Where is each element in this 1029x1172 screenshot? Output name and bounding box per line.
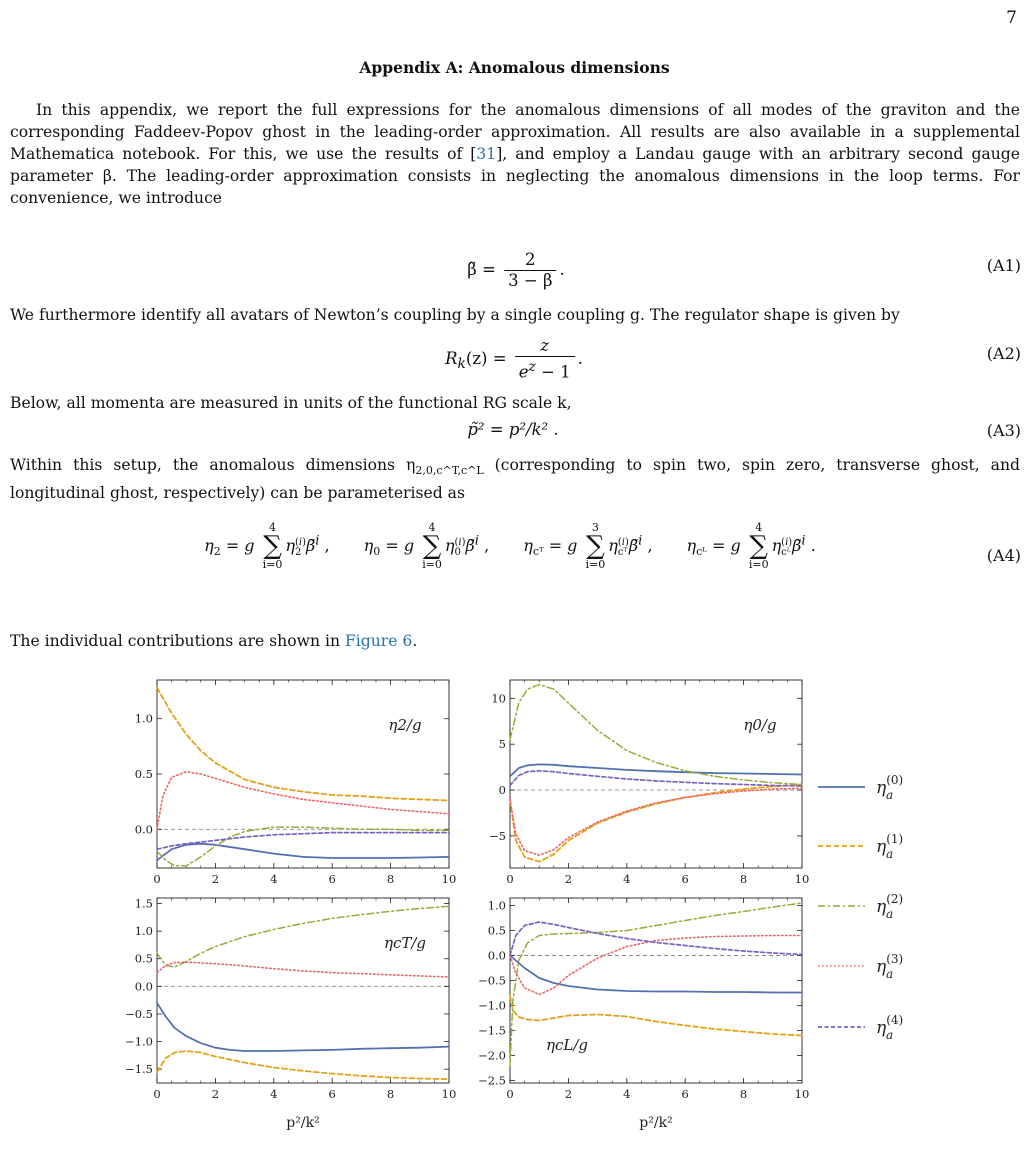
series-line-eta0: [157, 844, 449, 861]
eq-a4-label: (A4): [986, 546, 1021, 565]
eq-a4-lhs-sub: cᵀ: [532, 544, 544, 558]
series-line-eta1: [157, 1051, 449, 1079]
y-tick-label: 1.0: [487, 898, 506, 913]
citation-link[interactable]: 31: [476, 145, 497, 163]
eq-a4-lhs: η: [686, 535, 697, 555]
series-line-eta3: [510, 788, 802, 855]
y-tick-label: 1.0: [134, 924, 153, 939]
sum-upper: 4: [755, 521, 763, 534]
plot-frame: [510, 898, 802, 1083]
x-tick-label: 6: [681, 1087, 689, 1101]
eq-a2-arg: (z) =: [465, 348, 507, 368]
sum-lower: i=0: [748, 558, 769, 571]
x-tick-label: 2: [211, 1087, 220, 1101]
paragraph-3-text: Below, all momenta are measured in units of the functional RG scale k,: [10, 394, 572, 412]
x-tick-label: 10: [794, 1087, 810, 1101]
x-tick-label: 6: [328, 1087, 336, 1101]
eq-a2-label: (A2): [986, 344, 1021, 363]
paragraph-3: [10, 392, 1020, 414]
x-tick-label: 10: [441, 1087, 457, 1101]
plot-frame: [157, 680, 449, 868]
y-tick-label: 0.5: [134, 767, 153, 781]
eq-a3-label: (A3): [986, 421, 1021, 440]
eq-a4-term: $\eta_{cᵀ} = g$ 3 ∑ i=0 η (i) cᵀ β̃$^i$ ,: [523, 521, 653, 571]
eq-a2-r: R: [445, 348, 458, 368]
x-tick-label: 0: [153, 872, 161, 886]
series-line-eta3: [510, 936, 802, 995]
series-line-eta0: [510, 956, 802, 993]
intro-text-2: ], and employ a Landau gauge with an arbitrary second gauge parameter β. The leading-order approximation consists in neglecting the anomalous dimensions in the loop terms. For convenience, we introduce: [10, 145, 1020, 207]
eq-a1-tail: .: [559, 260, 565, 279]
sum-upper: 4: [269, 521, 277, 534]
page-number: 7: [1006, 8, 1017, 28]
x-tick-label: 2: [211, 872, 220, 886]
eq-a2-den: e: [518, 362, 529, 382]
y-tick-label: −5: [489, 828, 506, 843]
x-tick-label: 4: [270, 872, 278, 886]
para4-sub: 2,0,c^T,c^L: [415, 464, 484, 478]
eq-a4-term: $\eta_2 = g$ 4 ∑ i=0 η (i) 2 β̃$^i$ ,: [204, 521, 330, 571]
panel-title: ηcL/g: [545, 1036, 589, 1054]
section-title: Appendix A: Anomalous dimensions: [359, 58, 670, 77]
series-line-eta1: [510, 996, 802, 1036]
eq-a4-coef-sub: 0: [454, 546, 461, 558]
para5-text-1: The individual contributions are shown in: [10, 632, 345, 650]
plot-frame: [510, 680, 802, 868]
sum-symbol: 4 ∑ i=0: [748, 521, 769, 571]
x-tick-label: 2: [564, 872, 573, 886]
x-tick-label: 8: [739, 1087, 748, 1101]
series-line-eta2: [510, 903, 802, 1066]
eq-a4-lhs: η: [363, 535, 374, 555]
y-tick-label: −2.0: [478, 1048, 506, 1063]
y-tick-label: 1.5: [134, 896, 153, 911]
x-axis-label: p²/k²: [639, 1115, 673, 1131]
x-tick-label: 4: [623, 872, 631, 886]
eq-a1-den: 3 − β: [508, 271, 553, 290]
series-line-eta4: [510, 922, 802, 956]
eq-a4-coef-sub: cᴸ: [781, 546, 791, 558]
sum-lower: i=0: [262, 558, 283, 571]
y-tick-label: 5: [498, 737, 506, 752]
series-line-eta0: [510, 764, 802, 776]
y-tick-label: 10: [491, 691, 506, 706]
sum-upper: 3: [591, 521, 599, 534]
y-tick-label: 0.5: [487, 923, 506, 938]
para4-text-2: (corresponding to spin two, spin zero, transverse ghost, and longitudinal ghost, respectively) can be parameterised as: [10, 456, 1020, 503]
eq-a4-coef-sub: 2: [294, 546, 302, 558]
sum-symbol: 4 ∑ i=0: [262, 521, 283, 571]
sum-upper: 4: [428, 521, 436, 534]
x-tick-label: 2: [564, 1087, 573, 1101]
paragraph-2: [10, 304, 1020, 326]
x-tick-label: 10: [441, 872, 457, 886]
y-tick-label: −1.5: [125, 1062, 153, 1077]
x-tick-label: 0: [506, 872, 514, 886]
intro-paragraph: [10, 99, 1020, 209]
y-tick-label: 0: [498, 783, 506, 798]
paragraph-5: [10, 630, 1020, 652]
panel-title: η0/g: [743, 716, 777, 734]
eq-a4-coef: η: [444, 535, 455, 555]
eq-a1-num: 2: [504, 250, 556, 271]
eq-a4-lhs-sub: 2: [213, 544, 221, 558]
legend-label-eta1: $\eta^{(1)}$ a: [876, 832, 904, 861]
equation-a1: [0, 250, 1029, 290]
y-tick-label: 0.0: [487, 948, 506, 963]
x-tick-label: 0: [506, 1087, 514, 1101]
eq-a4-lhs: η: [204, 535, 214, 555]
equation-a2: [0, 336, 1029, 382]
y-tick-label: 0.0: [134, 822, 153, 837]
y-tick-label: −2.5: [478, 1073, 506, 1088]
panel-title: ηcT/g: [383, 934, 427, 952]
x-tick-label: 8: [386, 872, 395, 886]
paragraph-4: [10, 454, 1020, 504]
eq-a3-text: p̃² = p²/k² .: [467, 420, 559, 439]
eq-a4-coef: η: [608, 535, 618, 555]
eq-a2-den-sup: z: [528, 359, 536, 375]
x-tick-label: 6: [681, 872, 689, 886]
sum-symbol: 4 ∑ i=0: [422, 521, 442, 571]
series-line-eta1: [510, 785, 802, 862]
eq-a4-coef: η: [285, 535, 295, 555]
sum-symbol: 3 ∑ i=0: [585, 521, 606, 571]
series-line-eta3: [157, 962, 449, 977]
y-tick-label: 1.0: [134, 711, 153, 726]
figure-link[interactable]: Figure 6: [344, 632, 413, 650]
eq-a1-lhs: β̃ =: [467, 260, 496, 279]
eq-a2-tail: .: [577, 348, 583, 368]
x-tick-label: 6: [328, 872, 336, 886]
legend-label-eta2: $\eta^{(2)}$ a: [876, 892, 904, 921]
y-tick-label: −0.5: [125, 1006, 153, 1021]
x-axis-label: p²/k²: [286, 1115, 320, 1131]
eq-a2-num: z: [515, 336, 575, 357]
eq-a4-term: $\eta_{cᴸ} = g$ 4 ∑ i=0 η (i) cᴸ β̃$^i$ .: [686, 521, 816, 571]
y-tick-label: −0.5: [478, 973, 506, 988]
series-line-eta2: [157, 827, 449, 866]
eq-a1-label: (A1): [986, 256, 1021, 275]
series-line-eta0: [157, 1003, 449, 1051]
y-tick-label: −1.0: [125, 1034, 153, 1049]
eq-a4-lhs-sub: 0: [373, 544, 381, 558]
y-tick-label: 0.5: [134, 951, 153, 966]
para5-text-2: .: [412, 632, 418, 650]
series-line-eta4: [157, 833, 449, 850]
para4-text-1: Within this setup, the anomalous dimensions η: [10, 456, 416, 474]
panel-title: η2/g: [388, 716, 422, 734]
series-line-eta4: [510, 771, 802, 786]
legend-label-eta0: $\eta^{(0)}$ a: [876, 773, 904, 802]
equation-a4: [0, 522, 1029, 582]
eq-a4-term: $\eta_0 = g$ 4 ∑ i=0 η (i) 0 β̃$^i$ ,: [363, 521, 490, 571]
eq-a4-lhs: η: [523, 535, 533, 555]
x-tick-label: 10: [794, 872, 810, 886]
series-line-eta2: [510, 685, 802, 785]
series-line-eta3: [157, 772, 449, 830]
x-tick-label: 8: [739, 872, 748, 886]
y-tick-label: −1.5: [478, 1023, 506, 1038]
eq-a4-coef: η: [771, 535, 782, 555]
sum-lower: i=0: [585, 558, 606, 571]
x-tick-label: 0: [153, 1087, 161, 1101]
y-tick-label: −1.0: [478, 998, 506, 1013]
eq-a4-lhs-sub: cᴸ: [696, 544, 707, 558]
eq-a2-sub: k: [457, 356, 466, 373]
intro-text-1: In this appendix, we report the full expressions for the anomalous dimensions of all modes of the graviton and the corresponding Faddeev-Popov ghost in the leading-order approximation. All results are also available in a supplemental Mathematica notebook. For this, we use the results of [: [10, 101, 1020, 163]
legend-label-eta4: $\eta^{(4)}$ a: [876, 1013, 904, 1042]
plot-frame: [157, 898, 449, 1083]
x-tick-label: 8: [386, 1087, 395, 1101]
x-tick-label: 4: [623, 1087, 631, 1101]
eq-a2-den-tail: − 1: [535, 362, 571, 382]
series-line-eta1: [157, 688, 449, 801]
eq-a4-coef-sub: cᵀ: [617, 546, 628, 558]
legend-label-eta3: $\eta^{(3)}$ a: [876, 952, 904, 981]
series-line-eta2: [157, 906, 449, 967]
x-tick-label: 4: [270, 1087, 278, 1101]
paragraph-2-text: We furthermore identify all avatars of Newton’s coupling by a single coupling g. The regulator shape is given by: [10, 306, 900, 324]
sum-lower: i=0: [422, 558, 442, 571]
y-tick-label: 0.0: [134, 979, 153, 994]
